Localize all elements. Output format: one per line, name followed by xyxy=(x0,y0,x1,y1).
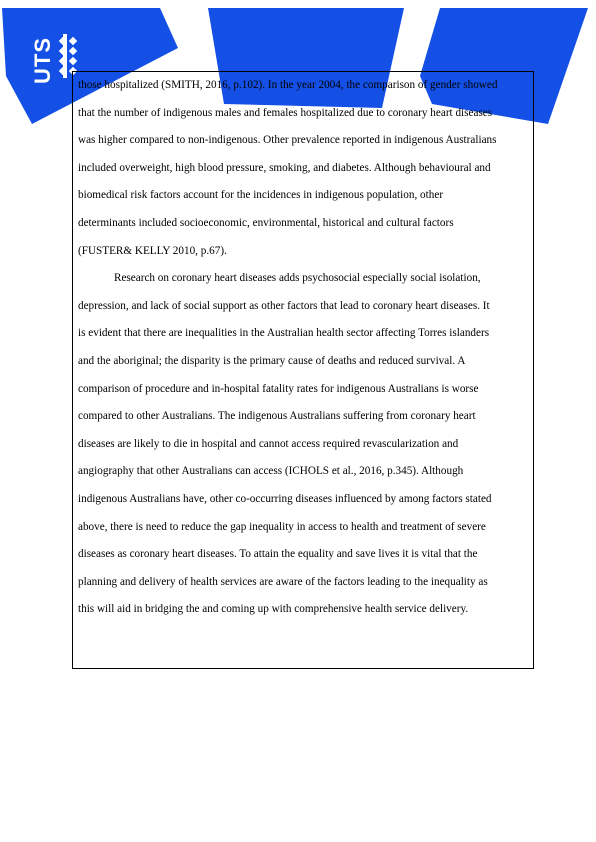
logo-text: UTS xyxy=(30,37,55,84)
text-line: those hospitalized (SMITH, 2016, p.102). In the year 2004, the comparison of gender showed xyxy=(78,79,498,91)
paragraph xyxy=(78,72,528,265)
text-line: and the aboriginal; the disparity is the primary cause of deaths and reduced survival. A xyxy=(78,354,466,367)
document-text-frame xyxy=(72,71,534,669)
paragraph xyxy=(78,265,528,624)
text-line: comparison of procedure and in-hospital fatality rates for indigenous Australians is worse xyxy=(78,382,479,395)
text-line: angiography that other Australians can access (ICHOLS et al., 2016, p.345). Although xyxy=(78,465,464,478)
text-line: included overweight, high blood pressure, smoking, and diabetes. Although behavioural and xyxy=(78,161,491,174)
text-line: planning and delivery of health services are aware of the factors leading to the inequality as xyxy=(78,575,488,588)
text-line: above, there is need to reduce the gap inequality in access to health and treatment of severe xyxy=(78,520,486,533)
text-line: diseases are likely to die in hospital and cannot access required revascularization and xyxy=(78,437,459,450)
text-line: this will aid in bridging the and coming up with comprehensive health service delivery. xyxy=(78,603,469,616)
text-line: diseases as coronary heart diseases. To attain the equality and save lives it is vital that the xyxy=(78,548,478,561)
text-line: determinants included socioeconomic, environmental, historical and cultural factors xyxy=(78,216,454,229)
document-body xyxy=(78,72,528,624)
text-line: compared to other Australians. The indigenous Australians suffering from coronary heart xyxy=(78,410,476,423)
text-line: biomedical risk factors account for the incidences in indigenous population, other xyxy=(78,189,444,202)
text-line: was higher compared to non-indigenous. Other prevalence reported in indigenous Australians xyxy=(78,134,497,147)
text-line: is evident that there are inequalities in the Australian health sector affecting Torres islanders xyxy=(78,327,490,340)
text-line: indigenous Australians have, other co-occurring diseases influenced by among factors stated xyxy=(78,492,492,505)
text-line: Research on coronary heart diseases adds psychosocial especially social isolation, xyxy=(114,272,481,285)
text-line: (FUSTER& KELLY 2010, p.67). xyxy=(78,244,227,257)
text-line: depression, and lack of social support as other factors that lead to coronary heart diseases. It xyxy=(78,299,490,312)
text-line: that the number of indigenous males and females hospitalized due to coronary heart diseases xyxy=(78,106,493,119)
